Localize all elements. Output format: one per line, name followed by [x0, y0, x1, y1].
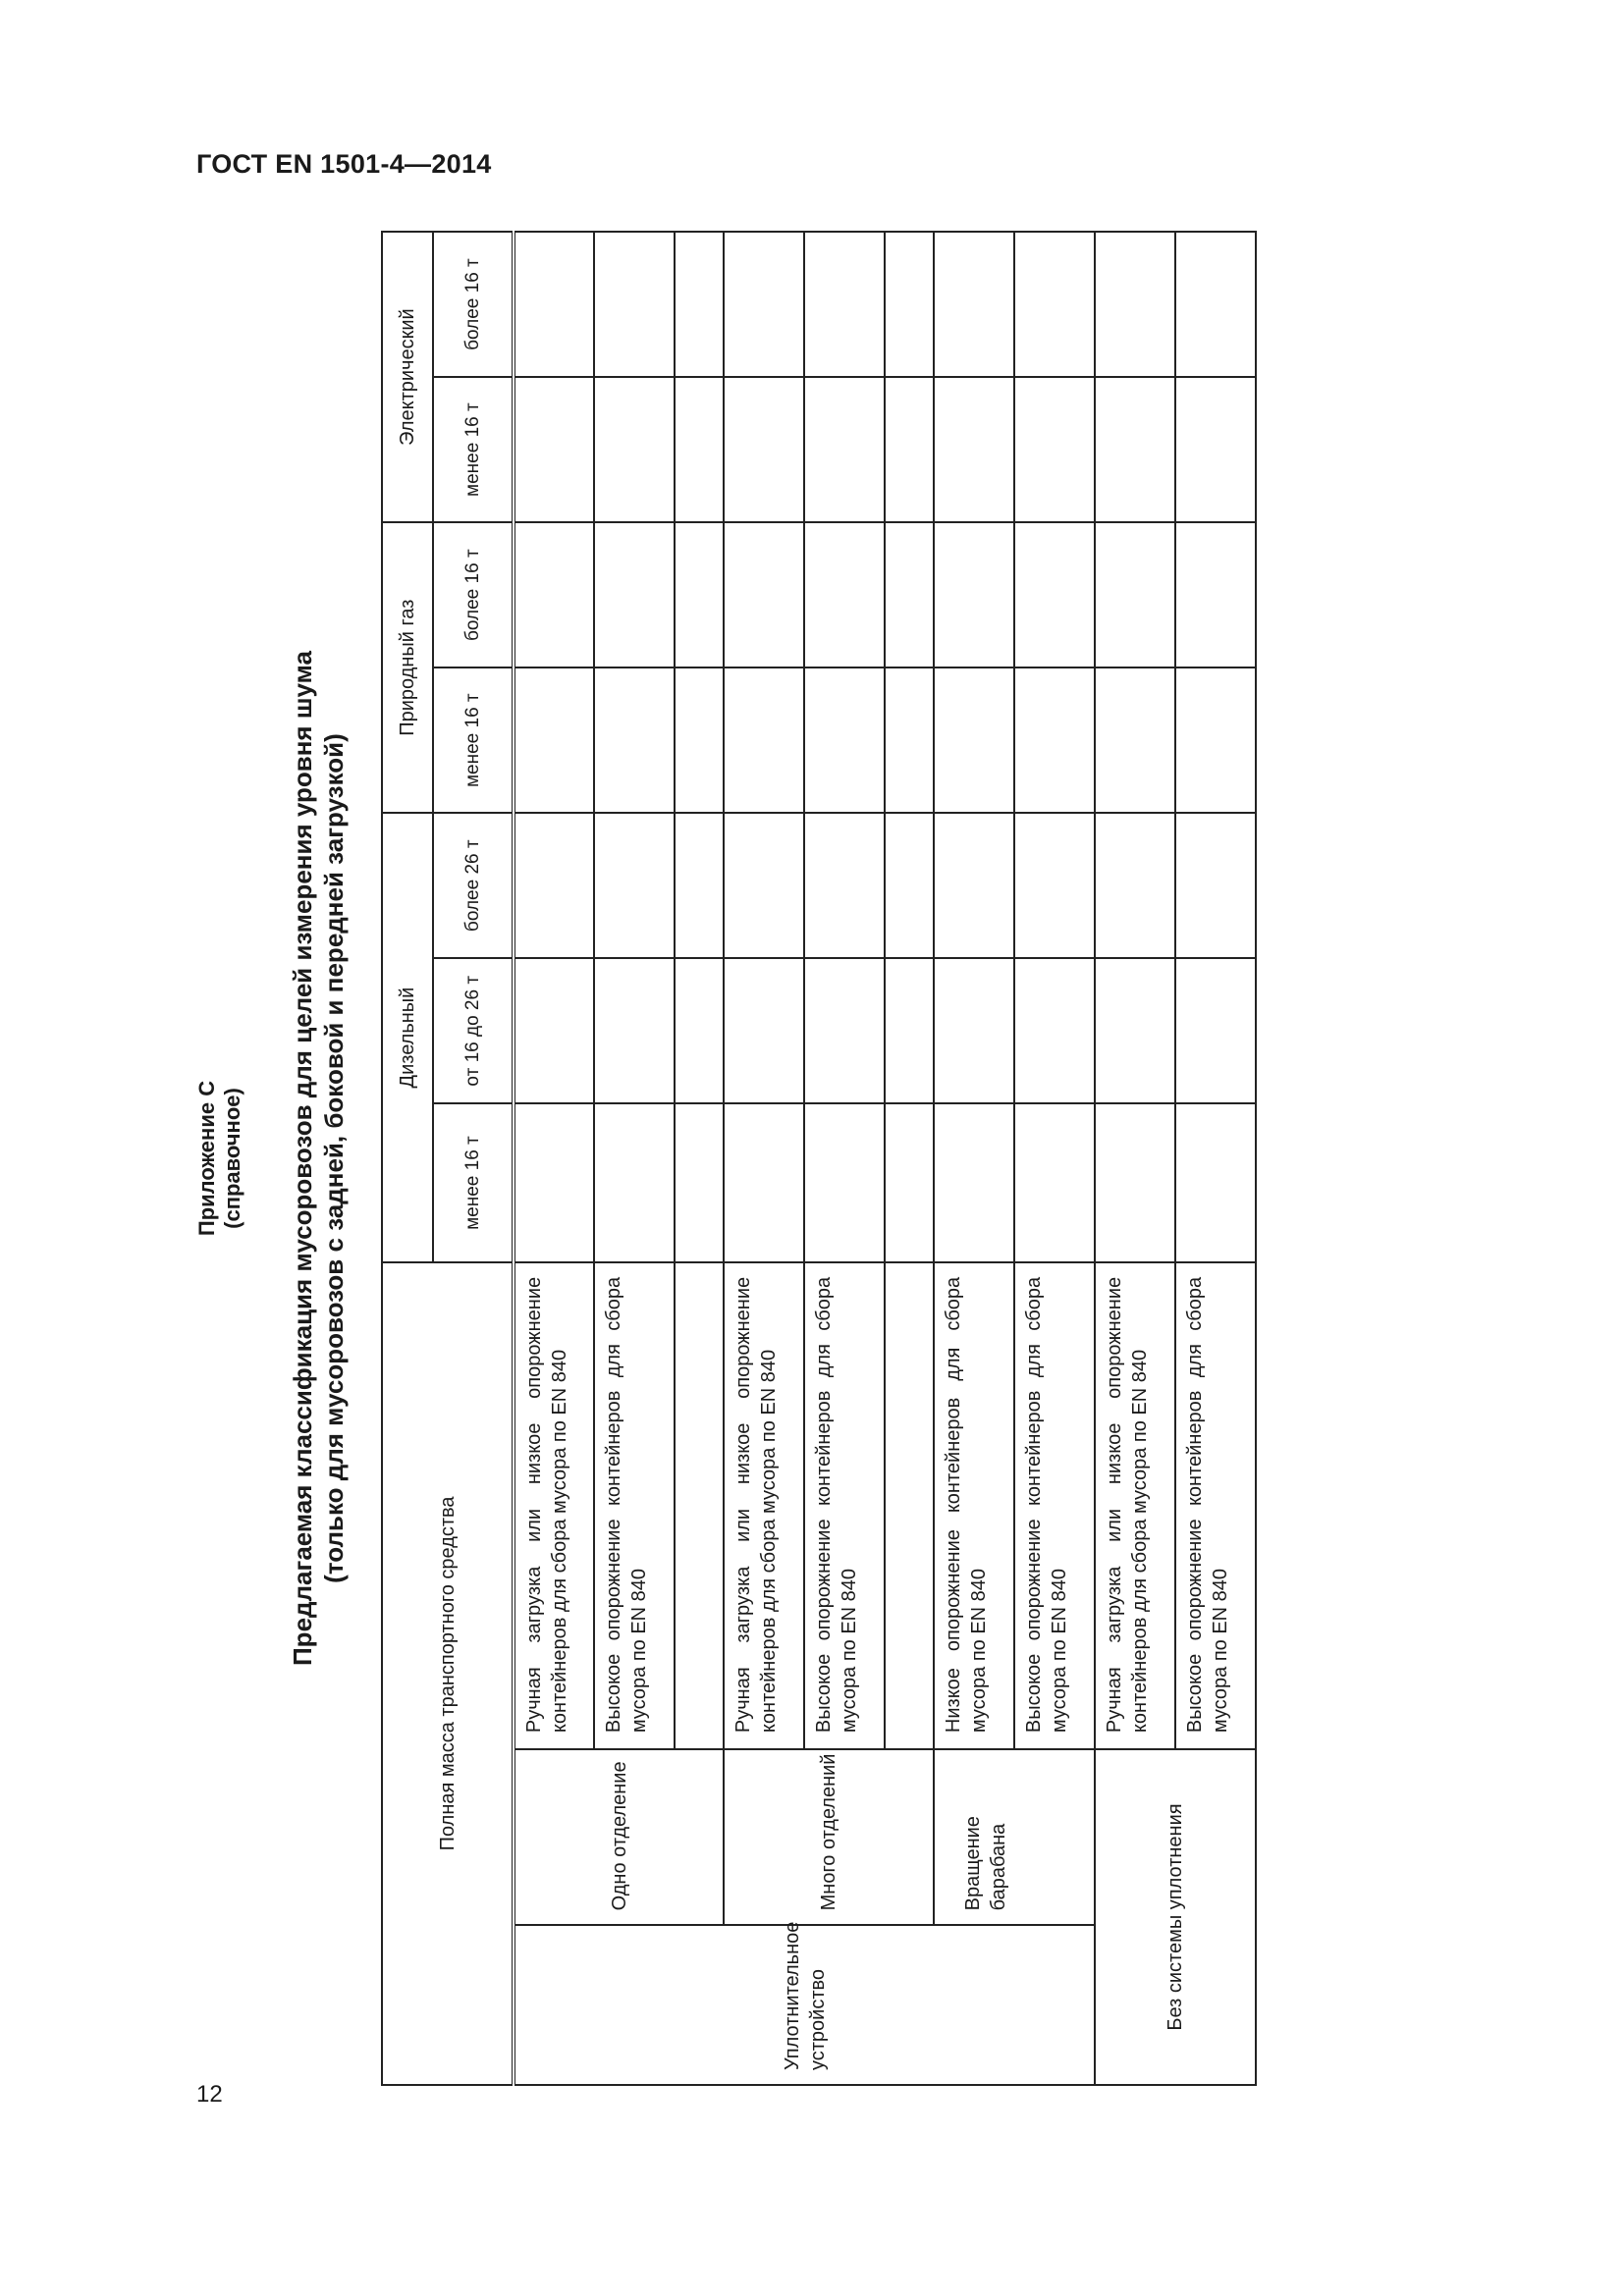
subcategory-drum: Вращение барабана — [934, 1749, 1095, 1925]
value-cell — [724, 813, 804, 958]
value-cell — [804, 1103, 885, 1262]
value-cell — [1014, 958, 1095, 1103]
appendix-label: Приложение С — [194, 1080, 219, 1237]
appendix-heading — [194, 231, 245, 2086]
row-description: Высокое опорожнение контейнеров для сбора мусора по EN 840 — [594, 1262, 675, 1749]
row-description — [675, 1262, 724, 1749]
appendix-status: (справочное) — [220, 1088, 244, 1229]
value-cell — [934, 813, 1014, 958]
value-cell — [885, 1103, 934, 1262]
row-description — [885, 1262, 934, 1749]
value-cell — [885, 232, 934, 377]
mass-diesel-16-26: от 16 до 26 т — [433, 958, 514, 1103]
value-cell — [1175, 522, 1256, 667]
value-cell — [804, 667, 885, 813]
value-cell — [724, 958, 804, 1103]
value-cell — [804, 522, 885, 667]
value-cell — [1014, 232, 1095, 377]
value-cell — [675, 958, 724, 1103]
value-cell — [1014, 813, 1095, 958]
rotated-content — [194, 231, 1235, 2086]
value-cell — [724, 1103, 804, 1262]
value-cell — [885, 522, 934, 667]
value-cell — [1095, 1103, 1175, 1262]
value-cell — [675, 1103, 724, 1262]
value-cell — [675, 813, 724, 958]
value-cell — [885, 958, 934, 1103]
mass-gas-gt16: более 16 т — [433, 522, 514, 667]
mass-gas-lt16: менее 16 т — [433, 667, 514, 813]
value-cell — [934, 232, 1014, 377]
value-cell — [514, 813, 594, 958]
value-cell — [514, 232, 594, 377]
mass-diesel-gt26: более 26 т — [433, 813, 514, 958]
value-cell — [1095, 377, 1175, 522]
value-cell — [804, 232, 885, 377]
value-cell — [514, 377, 594, 522]
value-cell — [1095, 958, 1175, 1103]
value-cell — [724, 377, 804, 522]
value-cell — [1095, 232, 1175, 377]
value-cell — [1175, 813, 1256, 958]
fuel-electric: Электрический — [382, 232, 433, 522]
value-cell — [934, 958, 1014, 1103]
value-cell — [1095, 667, 1175, 813]
value-cell — [804, 813, 885, 958]
value-cell — [724, 522, 804, 667]
mass-diesel-lt16: менее 16 т — [433, 1103, 514, 1262]
classification-table — [381, 231, 1257, 2086]
value-cell — [934, 522, 1014, 667]
value-cell — [594, 1103, 675, 1262]
row-description: Ручная загрузка или низкое опорожнение контейнеров для сбора мусора по EN 840 — [1095, 1262, 1175, 1749]
value-cell — [1175, 232, 1256, 377]
row-description: Высокое опорожнение контейнеров для сбора мусора по EN 840 — [804, 1262, 885, 1749]
value-cell — [885, 813, 934, 958]
corner-header: Полная масса транспортного средства — [382, 1262, 514, 2085]
category-compactor: Уплотнительное устройство — [514, 1925, 1095, 2085]
row-description: Высокое опорожнение контейнеров для сбора мусора по EN 840 — [1014, 1262, 1095, 1749]
value-cell — [514, 667, 594, 813]
value-cell — [675, 377, 724, 522]
value-cell — [1014, 1103, 1095, 1262]
table-title — [287, 231, 350, 2086]
value-cell — [594, 232, 675, 377]
value-cell — [804, 377, 885, 522]
value-cell — [1095, 522, 1175, 667]
page-number: 12 — [196, 2081, 223, 2108]
value-cell — [885, 667, 934, 813]
value-cell — [1175, 1103, 1256, 1262]
document-header: ГОСТ EN 1501-4—2014 — [196, 149, 492, 179]
value-cell — [594, 522, 675, 667]
value-cell — [675, 232, 724, 377]
mass-electric-gt16: более 16 т — [433, 232, 514, 377]
value-cell — [675, 522, 724, 667]
value-cell — [1175, 377, 1256, 522]
fuel-diesel: Дизельный — [382, 813, 433, 1262]
value-cell — [1014, 522, 1095, 667]
fuel-natural-gas: Природный газ — [382, 522, 433, 813]
value-cell — [514, 522, 594, 667]
row-description: Низкое опорожнение контейнеров для сбора мусора по EN 840 — [934, 1262, 1014, 1749]
value-cell — [594, 958, 675, 1103]
value-cell — [724, 667, 804, 813]
value-cell — [934, 1103, 1014, 1262]
mass-electric-lt16: менее 16 т — [433, 377, 514, 522]
category-no-compaction: Без системы уплотнения — [1095, 1749, 1256, 2085]
value-cell — [594, 813, 675, 958]
subcategory-multi: Много отделений — [724, 1749, 934, 1925]
value-cell — [594, 377, 675, 522]
subcategory-single: Одно отделение — [514, 1749, 724, 1925]
value-cell — [1095, 813, 1175, 958]
table-title-line2: (только для мусоровозов с задней, боковой и передней загрузкой) — [319, 733, 349, 1583]
value-cell — [1014, 667, 1095, 813]
value-cell — [675, 667, 724, 813]
value-cell — [804, 958, 885, 1103]
row-description: Высокое опорожнение контейнеров для сбора мусора по EN 840 — [1175, 1262, 1256, 1749]
value-cell — [514, 1103, 594, 1262]
row-description: Ручная загрузка или низкое опорожнение контейнеров для сбора мусора по EN 840 — [724, 1262, 804, 1749]
table-title-line1: Предлагаемая классификация мусоровозов для целей измерения уровня шума — [288, 651, 317, 1666]
value-cell — [934, 667, 1014, 813]
row-description: Ручная загрузка или низкое опорожнение контейнеров для сбора мусора по EN 840 — [514, 1262, 594, 1749]
value-cell — [724, 232, 804, 377]
value-cell — [594, 667, 675, 813]
value-cell — [1175, 958, 1256, 1103]
value-cell — [934, 377, 1014, 522]
value-cell — [514, 958, 594, 1103]
value-cell — [1014, 377, 1095, 522]
value-cell — [1175, 667, 1256, 813]
value-cell — [885, 377, 934, 522]
